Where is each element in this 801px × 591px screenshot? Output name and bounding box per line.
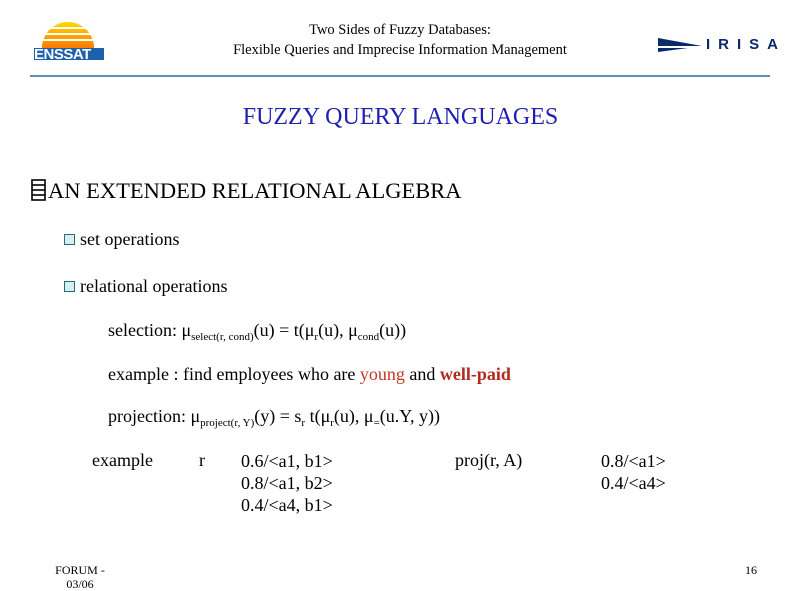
bullet-text: set operations bbox=[80, 229, 180, 249]
keyword-well-paid: well-paid bbox=[439, 364, 511, 384]
bullet-set-operations bbox=[64, 229, 179, 250]
projection-label: proj(r, A) bbox=[455, 450, 523, 470]
formula-text: selection: μ bbox=[108, 320, 192, 340]
bullet-text: relational operations bbox=[80, 276, 228, 296]
relation-row: 0.8/<a1, b2> bbox=[241, 473, 333, 493]
formula-text: t(μ bbox=[305, 406, 331, 426]
example-sentence bbox=[108, 364, 511, 385]
example-text: and bbox=[404, 364, 440, 384]
formula-subscript: r bbox=[301, 417, 306, 429]
relation-r-label: r bbox=[199, 450, 205, 470]
irisa-logo bbox=[658, 34, 787, 58]
slide-title: FUZZY QUERY LANGUAGES bbox=[242, 104, 559, 130]
example-label: example bbox=[92, 450, 153, 470]
selection-formula bbox=[108, 320, 406, 343]
formula-subscript: r bbox=[330, 417, 334, 429]
footer-date: 03/06 bbox=[66, 577, 94, 591]
header-line-1: Two Sides of Fuzzy Databases: bbox=[309, 22, 491, 38]
enssat-logo bbox=[30, 18, 110, 68]
formula-subscript: project(r, Y) bbox=[200, 417, 255, 429]
header-line-2: Flexible Queries and Imprecise Information Management bbox=[233, 42, 567, 58]
relation-row: 0.8/<a1> bbox=[601, 451, 666, 471]
projection-rows bbox=[601, 450, 666, 494]
section-heading bbox=[31, 178, 462, 204]
formula-text: projection: μ bbox=[108, 406, 201, 426]
footer-forum: FORUM - bbox=[55, 563, 105, 577]
bullet-relational-operations bbox=[64, 276, 227, 297]
keyword-young: young bbox=[359, 364, 405, 384]
example-text: example : find employees who are bbox=[108, 364, 360, 384]
section-heading-text: AN EXTENDED RELATIONAL ALGEBRA bbox=[48, 178, 462, 203]
formula-subscript: cond bbox=[357, 331, 380, 343]
formula-text: (u.Y, y)) bbox=[379, 406, 440, 426]
formula-text: (u), μ bbox=[318, 320, 358, 340]
footer-left bbox=[50, 563, 110, 591]
projection-formula bbox=[108, 406, 440, 429]
formula-text: (u)) bbox=[379, 320, 407, 340]
formula-subscript: select(r, cond) bbox=[191, 331, 254, 343]
header-title bbox=[150, 20, 650, 60]
formula-text: (u) = t(μ bbox=[253, 320, 315, 340]
formula-subscript: r bbox=[314, 331, 319, 343]
relation-r-rows bbox=[241, 450, 333, 516]
enssat-logo-text: ENSSAT bbox=[34, 46, 91, 63]
page-number: 16 bbox=[745, 563, 757, 577]
formula-text: (u), μ bbox=[333, 406, 374, 426]
relation-row: 0.4/<a4, b1> bbox=[241, 495, 333, 515]
irisa-logo-text: IRISA bbox=[706, 36, 787, 53]
formula-text: (y) = s bbox=[254, 406, 302, 426]
checkbox-bullet-icon bbox=[64, 234, 75, 245]
formula-subscript: = bbox=[373, 417, 380, 429]
relation-row: 0.6/<a1, b1> bbox=[241, 451, 333, 471]
relation-row: 0.4/<a4> bbox=[601, 473, 666, 493]
stacked-list-icon bbox=[31, 179, 46, 201]
irisa-flag-icon bbox=[658, 36, 702, 54]
header-rule bbox=[30, 75, 770, 77]
checkbox-bullet-icon bbox=[64, 281, 75, 292]
